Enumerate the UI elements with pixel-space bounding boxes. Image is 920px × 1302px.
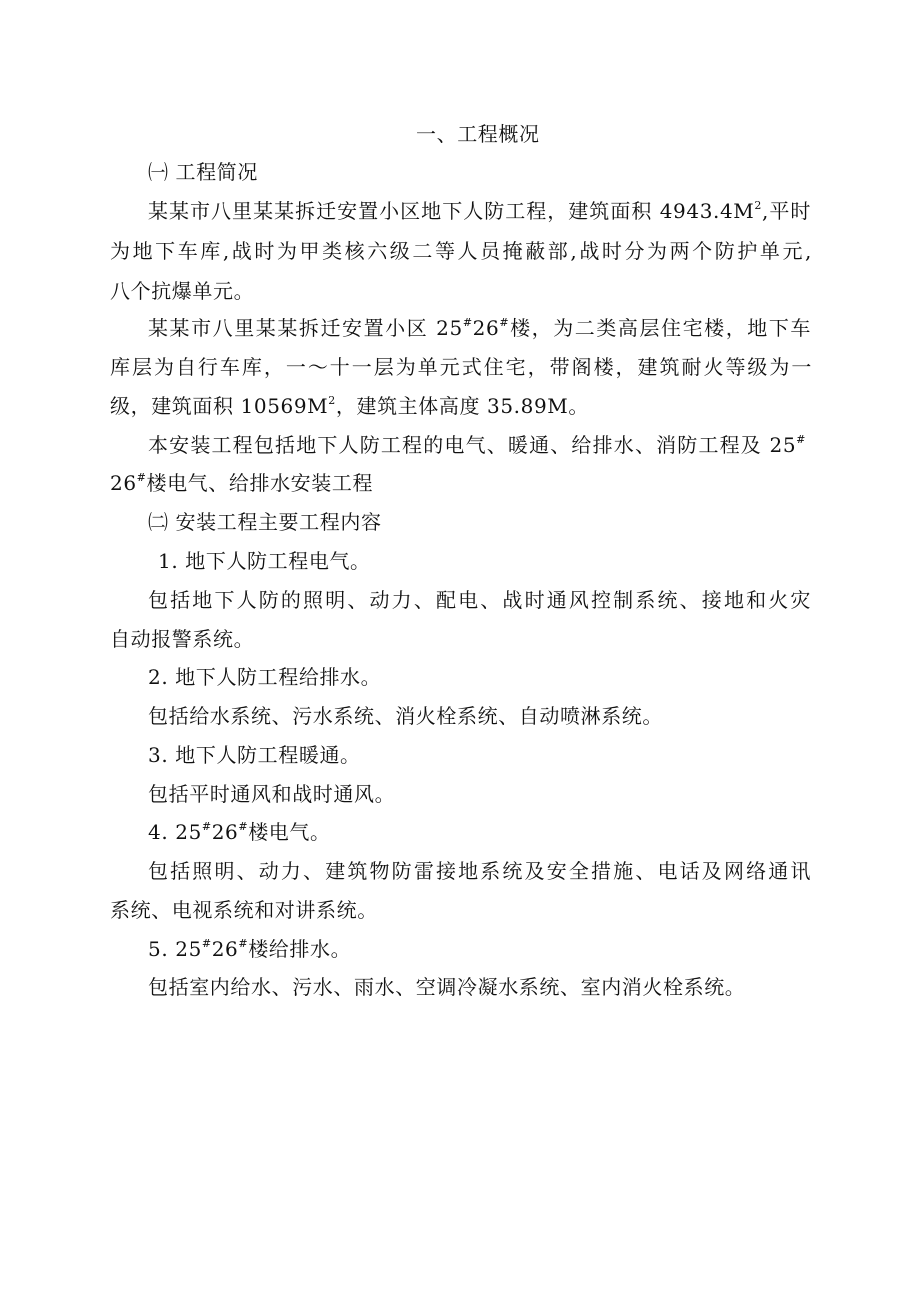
item4-title [148,820,331,844]
item4-title-a: 4. 25 [148,820,202,844]
section1-p1-line3: 八个抗爆单元。 [110,279,255,303]
section1-heading: ㈠ 工程简况 [148,160,258,184]
item3-title: 3. 地下人防工程暖通。 [148,743,361,767]
section2-heading: ㈡ 安装工程主要工程内容 [148,510,382,534]
superscript-2: 2 [754,199,762,212]
item4-title-c: 楼电气。 [248,820,331,844]
item5-title-a: 5. 25 [148,937,202,961]
section1-p2-line3 [110,394,589,418]
item2-desc: 包括给水系统、污水系统、消火栓系统、自动喷淋系统。 [148,704,663,728]
hash-mark: # [238,937,249,950]
item5-title-b: 26 [211,937,239,961]
p3-line2-text: 楼电气、给排水安装工程 [146,471,374,495]
superscript-2: 2 [328,394,336,407]
hash-mark: # [462,316,473,329]
item4-title-b: 26 [211,820,239,844]
section1-p3-line2 [110,471,373,495]
p2-line3-text: 级，建筑面积 10569M [110,394,329,418]
item4-line2: 系统、电视系统和对讲系统。 [110,898,378,922]
hash-mark: # [136,471,147,484]
item1-title: 1. 地下人防工程电气。 [158,549,371,573]
item3-desc: 包括平时通风和战时通风。 [148,782,396,806]
section1-p2-line2: 库层为自行车库，一～十一层为单元式住宅，带阁楼，建筑耐火等级为一 [110,355,812,379]
item2-title: 2. 地下人防工程给排水。 [148,665,382,689]
p3-building-number: 26 [110,471,137,495]
item1-line2: 自动报警系统。 [110,627,255,651]
p2-building-number: 26 [472,316,500,340]
p2-line1-text: 某某市八里某某拆迁安置小区 25 [148,316,463,340]
section1-p1-line2: 为地下车库,战时为甲类核六级二等人员掩蔽部,战时分为两个防护单元, [110,239,812,263]
hash-mark: # [499,316,510,329]
section1-p2-line1 [148,316,811,340]
document-title: 一、工程概况 [416,122,540,146]
hash-mark: # [201,820,212,833]
item5-title-c: 楼给排水。 [248,937,352,961]
item5-desc: 包括室内给水、污水、雨水、空调冷凝水系统、室内消火栓系统。 [148,975,746,999]
section1-p3-line1 [148,433,806,457]
item1-line1: 包括地下人防的照明、动力、配电、战时通风控制系统、接地和火灾 [148,588,811,612]
item4-line1: 包括照明、动力、建筑物防雷接地系统及安全措施、电话及网络通讯 [148,859,811,883]
p2-line1-end: 楼，为二类高层住宅楼，地下车 [509,316,811,340]
p1-line1-text: 某某市八里某某拆迁安置小区地下人防工程，建筑面积 4943.4M [148,199,755,223]
hash-mark: # [201,937,212,950]
hash-mark: # [238,820,249,833]
p2-line3-end: ，建筑主体高度 35.89M。 [335,394,589,418]
p3-line1-text: 本安装工程包括地下人防工程的电气、暖通、给排水、消防工程及 25 [148,433,797,457]
hash-mark: # [796,433,806,446]
item5-title [148,937,351,961]
section1-p1-line1 [148,199,811,223]
p1-line1-end: ,平时 [761,199,811,223]
